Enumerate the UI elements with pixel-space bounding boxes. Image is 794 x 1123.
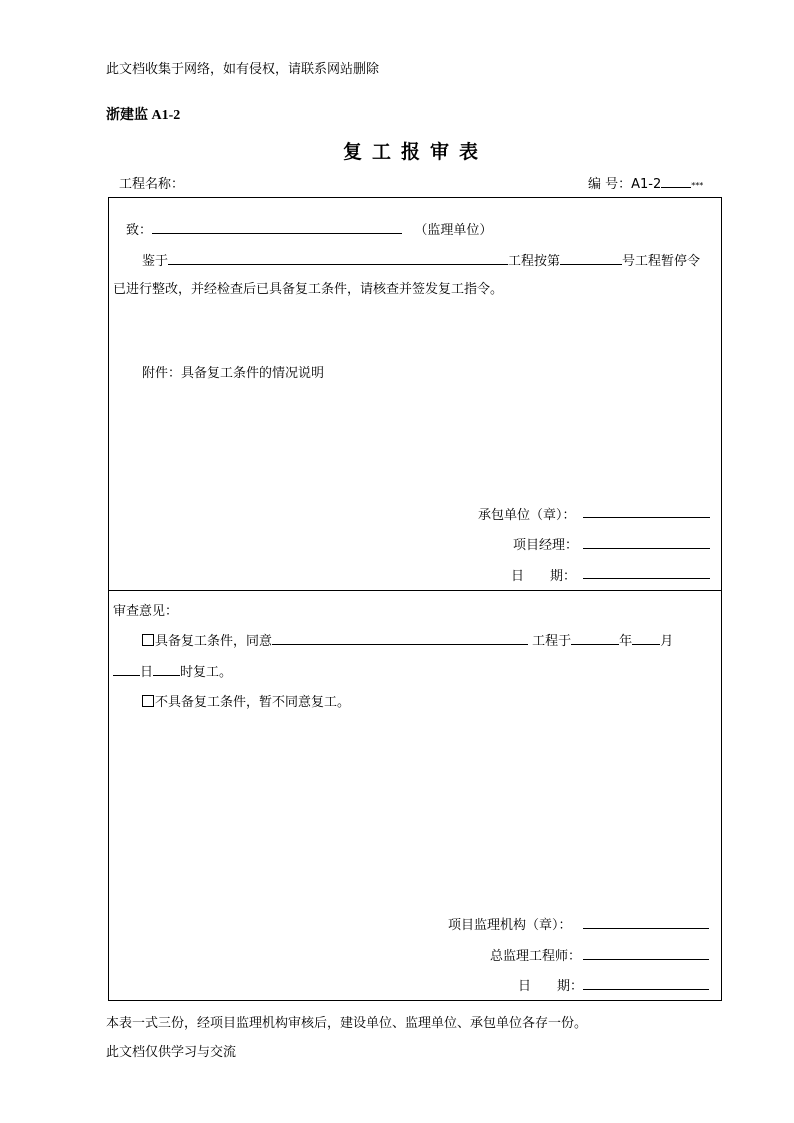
rectification-text: 已进行整改，并经检查后已具备复工条件，请核查并签发复工指令。 xyxy=(113,282,504,297)
attachment-text: 附件：具备复工条件的情况说明 xyxy=(142,366,325,381)
form-number xyxy=(588,173,703,192)
project-order-label: 工程按第 xyxy=(508,254,561,269)
pm-sign-line[interactable] xyxy=(583,548,710,549)
review-section xyxy=(108,590,722,1001)
review-label: 审查意见： xyxy=(113,604,179,619)
day-field[interactable] xyxy=(113,662,140,676)
reject-label: 不具备复工条件，暂不同意复工。 xyxy=(155,695,351,710)
year-field[interactable] xyxy=(571,631,619,645)
whereas-line xyxy=(142,250,700,269)
to-suffix: （监理单位） xyxy=(414,223,493,238)
form-code: 浙建监 A1-2 xyxy=(106,108,181,123)
contractor-sign-line[interactable] xyxy=(583,517,710,518)
month-label: 月 xyxy=(660,634,674,649)
date-line-2[interactable] xyxy=(583,989,709,990)
watermark-top: 此文档收集于网络，如有侵权，请联系网站删除 xyxy=(106,62,380,77)
project-field[interactable] xyxy=(168,251,508,265)
project-name-label: 工程名称： xyxy=(119,177,185,192)
resume-on-label: 工程于 xyxy=(532,634,572,649)
to-line xyxy=(126,219,492,238)
month-field[interactable] xyxy=(632,631,660,645)
form-number-suffix: *** xyxy=(691,181,704,190)
approve-line xyxy=(142,630,673,649)
chief-engineer-label: 总监理工程师： xyxy=(490,949,582,964)
whereas-label: 鉴于 xyxy=(142,254,169,269)
form-number-label: 编 号：A1-2 xyxy=(588,177,662,192)
reject-checkbox[interactable] xyxy=(142,695,154,707)
supervisor-unit-field[interactable] xyxy=(152,220,402,234)
reject-line xyxy=(142,691,350,710)
pm-label: 项目经理： xyxy=(513,538,579,553)
page-title: 复工报审表 xyxy=(343,141,489,163)
approve-checkbox[interactable] xyxy=(142,634,154,646)
order-number-field[interactable] xyxy=(560,251,622,265)
date-label-2: 日 期： xyxy=(518,979,584,994)
footer-note: 本表一式三份，经项目监理机构审核后，建设单位、监理单位、承包单位各存一份。 xyxy=(106,1016,588,1031)
year-label: 年 xyxy=(619,634,633,649)
approve-project-field[interactable] xyxy=(272,631,528,645)
date-line-1[interactable] xyxy=(583,578,710,579)
chief-engineer-sign-line[interactable] xyxy=(583,959,709,960)
hour-field[interactable] xyxy=(153,662,180,676)
agency-sign-line[interactable] xyxy=(583,928,709,929)
contractor-label: 承包单位（章）： xyxy=(478,508,576,523)
agency-label: 项目监理机构（章）： xyxy=(448,918,572,933)
watermark-bottom: 此文档仅供学习与交流 xyxy=(106,1045,237,1060)
date-label-1: 日 期： xyxy=(511,569,577,584)
approve-label: 具备复工条件，同意 xyxy=(155,634,273,649)
to-label: 致： xyxy=(126,223,153,238)
suspension-order-label: 号工程暂停令 xyxy=(622,254,701,269)
day-label: 日 xyxy=(140,665,154,680)
hour-label: 时复工。 xyxy=(180,665,233,680)
day-hour-line xyxy=(113,661,232,680)
